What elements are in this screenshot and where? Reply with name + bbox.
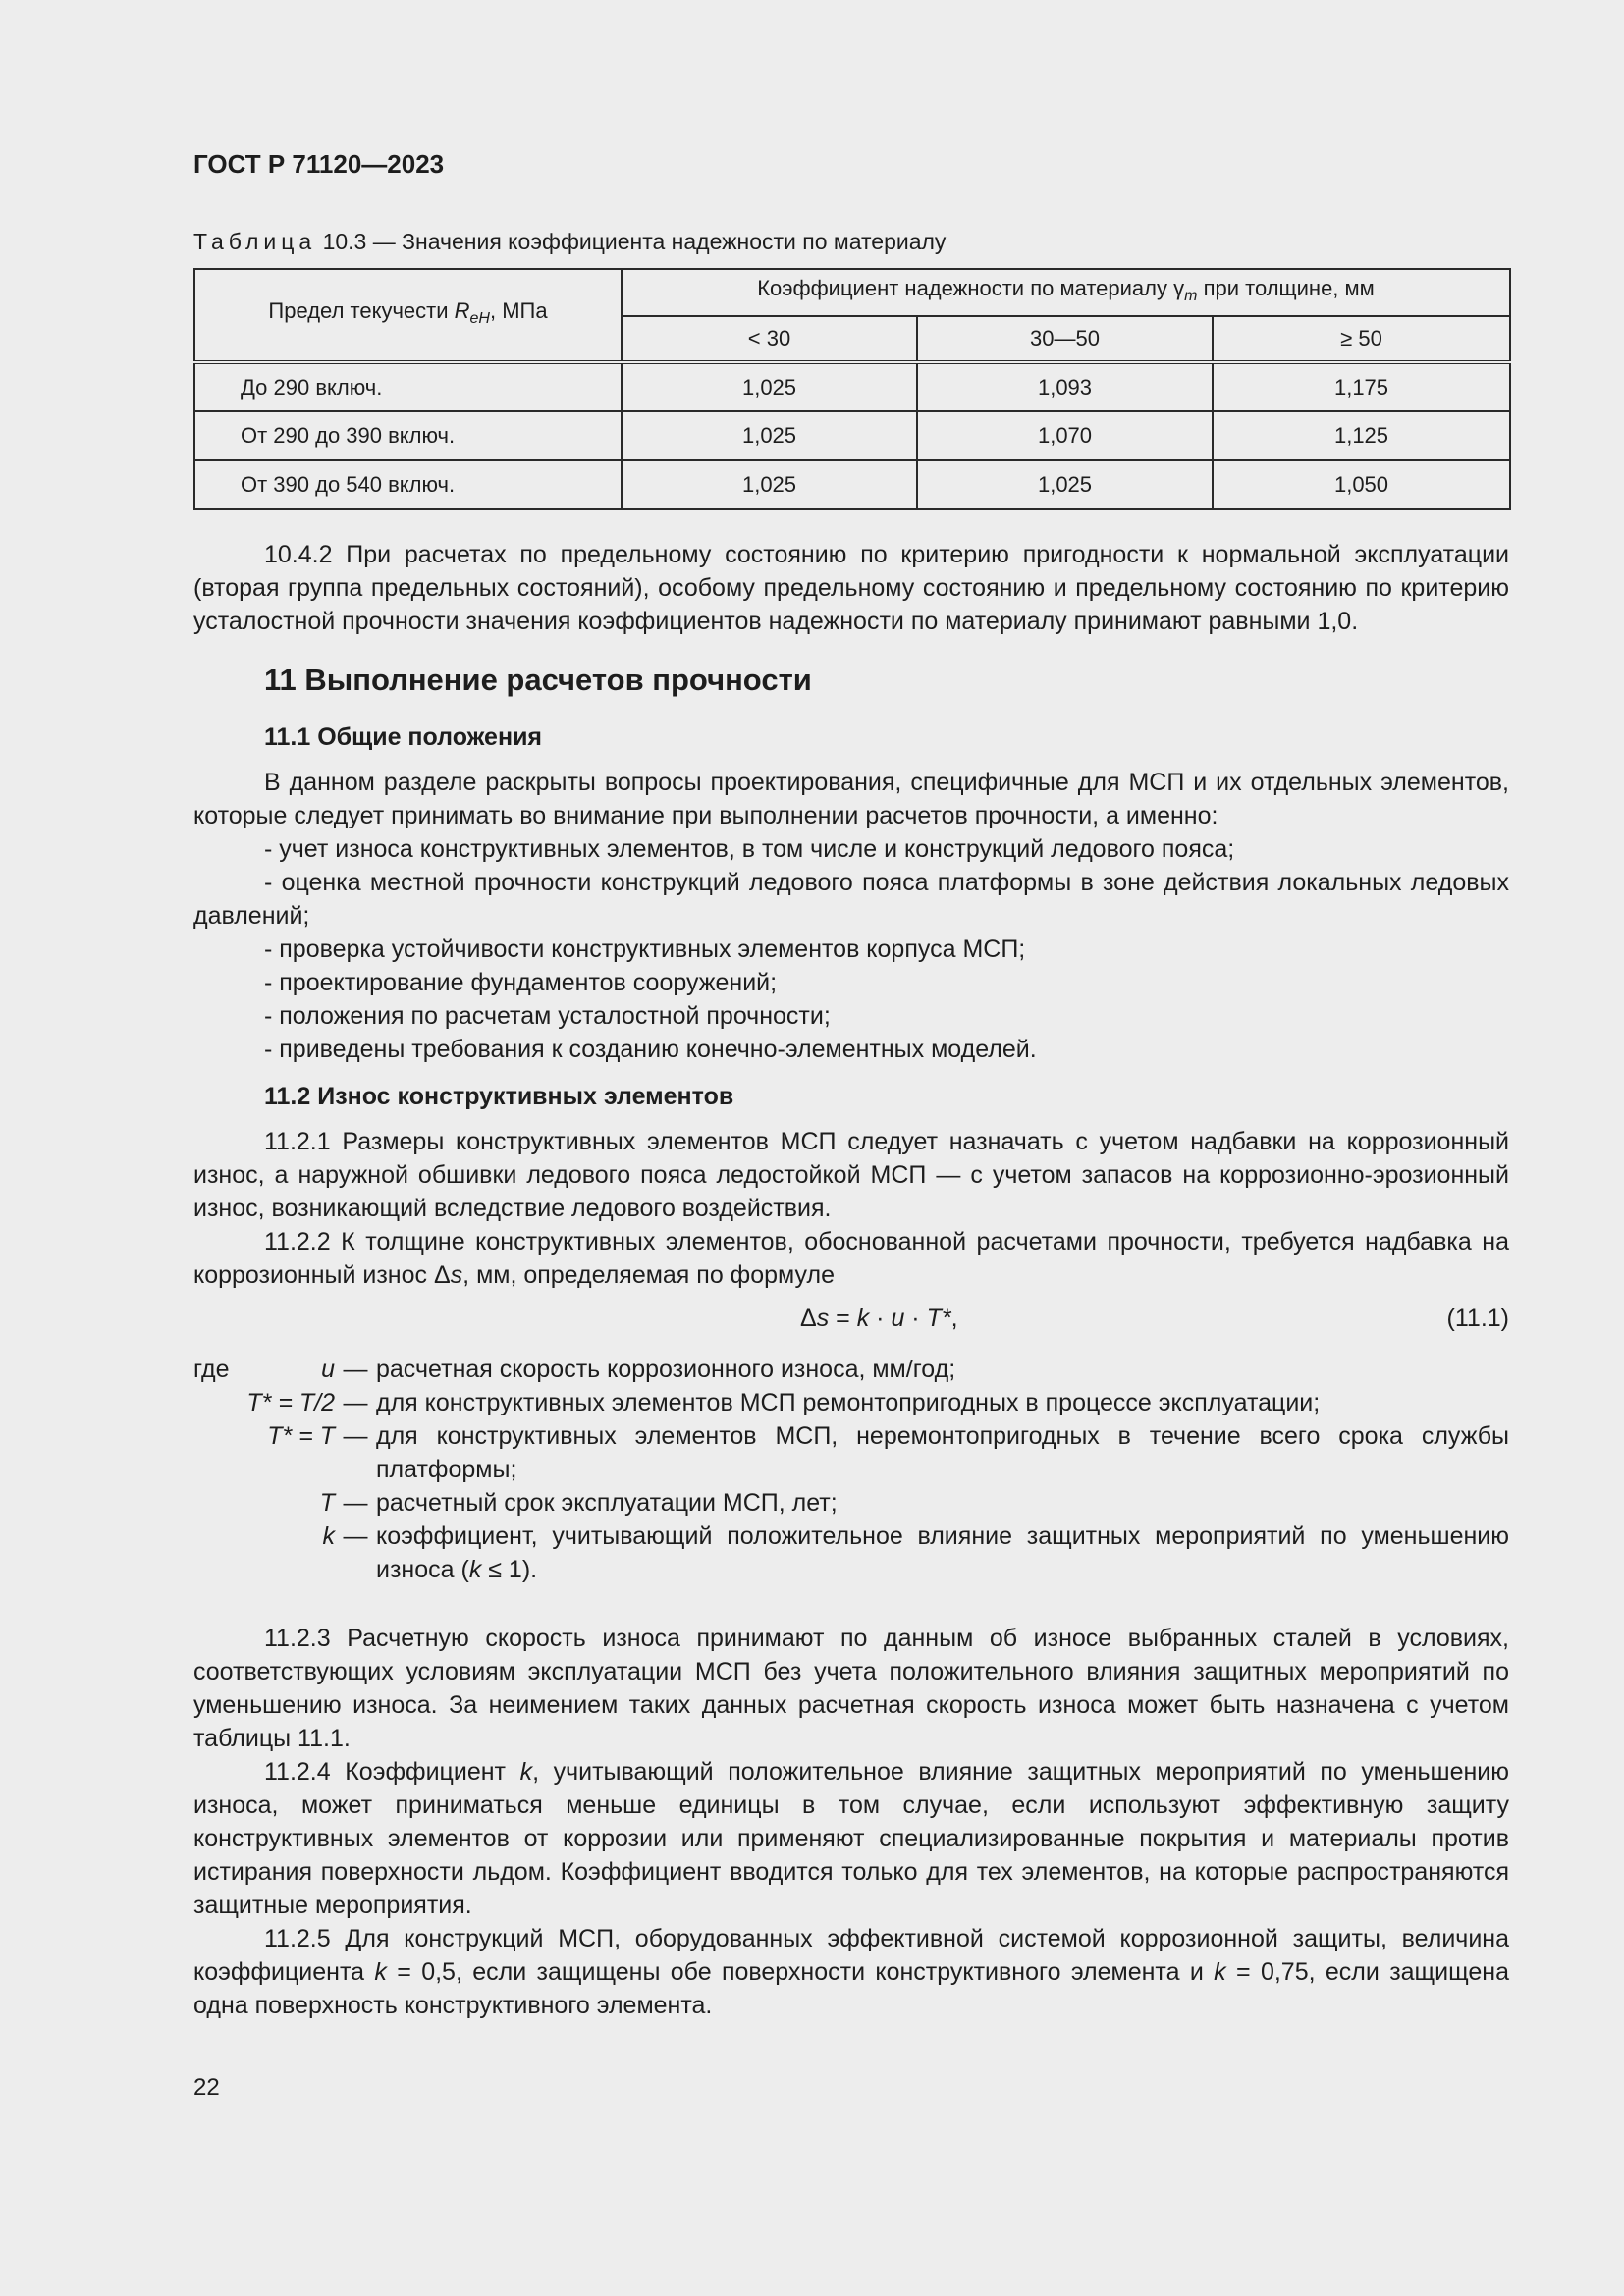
section-11-1-heading: 11.1 Общие положения	[264, 723, 543, 751]
section-11-2-heading: 11.2 Износ конструктивных элементов	[264, 1083, 734, 1110]
formula-number: (11.1)	[1446, 1305, 1509, 1332]
paragraph-11-2-4: 11.2.4 Коэффициент k, учитывающий положительное влияние защитных мероприятий по уменьшению износа, может приниматься меньше единицы в том случае, если используют эффективную защиту конструктивных элементов от коррозии или применяют специализированные покрытия и материалы против истирания поверхности льдом. Коэффициент вводится только для тех элементов, на которые распространяются защитные мероприятия.	[193, 1758, 1509, 1919]
list-item: - приведены требования к созданию конечно-элементных моделей.	[264, 1036, 1037, 1063]
yield-strength-header: Предел текучести $R_{eH}$, МПа	[194, 269, 622, 362]
table-cell: 1,025	[622, 411, 917, 460]
paragraph-11-1-intro: В данном разделе раскрыты вопросы проектирования, специфичные для МСП и их отдельных элементов, которые следует принимать во внимание при выполнении расчетов прочности, а именно:	[193, 769, 1509, 829]
table-cell: 1,070	[917, 411, 1213, 460]
formula-definitions	[193, 1353, 1509, 1586]
paragraph-10-4-2: 10.4.2 При расчетах по предельному состоянию по критерию пригодности к нормальной эксплуатации (вторая группа предельных состояний), особому предельному состоянию и предельному состоянию по критерию усталостной прочности значения коэффициентов надежности по материалу принимают равными 1,0.	[193, 541, 1509, 635]
row-label: До 290 включ.	[194, 362, 622, 411]
document-header: ГОСТ Р 71120—2023	[193, 149, 445, 179]
table-caption	[193, 225, 946, 258]
definition-t-nonrepairable: T* = T — для конструктивных элементов МСП, неремонтопригодных в течение всего срока службы платформы;	[267, 1422, 1509, 1483]
formula-expression: Δs = k · u · T*,	[800, 1305, 958, 1332]
table-caption-text: 10.3 — Значения коэффициента надежности по материалу	[322, 229, 947, 254]
factor-group-header: Коэффициент надежности по материалу $\gamma_m$ при толщине, мм	[622, 269, 1510, 316]
table-cell: 1,050	[1213, 460, 1510, 509]
thickness-header: ≥ 50	[1213, 316, 1510, 362]
table-cell: 1,025	[622, 362, 917, 411]
table-cell: 1,025	[917, 460, 1213, 509]
table-cell: 1,025	[622, 460, 917, 509]
list-item: - проверка устойчивости конструктивных элементов корпуса МСП;	[264, 935, 1026, 963]
table-caption-prefix: Таблица	[193, 229, 317, 254]
thickness-header: < 30	[622, 316, 917, 362]
table-row	[194, 411, 1510, 460]
definition-t-repairable: T* = T/2 — для конструктивных элементов МСП ремонтопригодных в процессе эксплуатации;	[246, 1389, 1321, 1416]
list-item: - проектирование фундаментов сооружений;	[264, 969, 778, 996]
paragraph-11-2-3: 11.2.3 Расчетную скорость износа принимают по данным об износе выбранных сталей в условиях, соответствующих условиям эксплуатации МСП без учета положительного влияния защитных мероприятий по уменьшению износа. За неимением таких данных расчетная скорость износа может быть назначена с учетом таблицы 11.1.	[193, 1625, 1509, 1752]
definition-u: где u — расчетная скорость коррозионного износа, мм/год;	[193, 1353, 1509, 1386]
page-number: 22	[193, 2074, 220, 2101]
definition-t: T — расчетный срок эксплуатации МСП, лет;	[319, 1489, 838, 1517]
paragraph-11-2-5: 11.2.5 Для конструкций МСП, оборудованных эффективной системой коррозионной защиты, величина коэффициента k = 0,5, если защищены обе поверхности конструктивного элемента и k = 0,75, если защищена одна поверхность конструктивного элемента.	[193, 1925, 1509, 2019]
material-factor-table	[193, 268, 1511, 510]
where-label: где	[193, 1356, 230, 1383]
thickness-header: 30—50	[917, 316, 1213, 362]
table-row	[194, 460, 1510, 509]
body-text	[193, 538, 1509, 2022]
list-item: - положения по расчетам усталостной прочности;	[264, 1002, 831, 1030]
section-11-heading: 11 Выполнение расчетов прочности	[264, 663, 812, 697]
definition-k: k — коэффициент, учитывающий положительное влияние защитных мероприятий по уменьшению износа (k ≤ 1).	[322, 1522, 1509, 1583]
list-item: - учет износа конструктивных элементов, в том числе и конструкций ледового пояса;	[264, 835, 1235, 863]
table-cell: 1,125	[1213, 411, 1510, 460]
table-cell: 1,175	[1213, 362, 1510, 411]
paragraph-11-2-1: 11.2.1 Размеры конструктивных элементов МСП следует назначать с учетом надбавки на коррозионный износ, а наружной обшивки ледового пояса ледостойкой МСП — с учетом запасов на коррозионно-эрозионный износ, возникающий вследствие ледового воздействия.	[193, 1128, 1509, 1222]
table-cell: 1,093	[917, 362, 1213, 411]
row-label: От 390 до 540 включ.	[194, 460, 622, 509]
list-item: - оценка местной прочности конструкций ледового пояса платформы в зоне действия локальных ледовых давлений;	[193, 869, 1509, 930]
requirements-list	[193, 832, 1509, 1066]
table-row	[194, 362, 1510, 411]
paragraph-11-2-2: 11.2.2 К толщине конструктивных элементов, обоснованной расчетами прочности, требуется надбавка на коррозионный износ Δs, мм, определяемая по формуле	[193, 1228, 1509, 1289]
formula-11-1	[193, 1302, 1509, 1335]
row-label: От 290 до 390 включ.	[194, 411, 622, 460]
